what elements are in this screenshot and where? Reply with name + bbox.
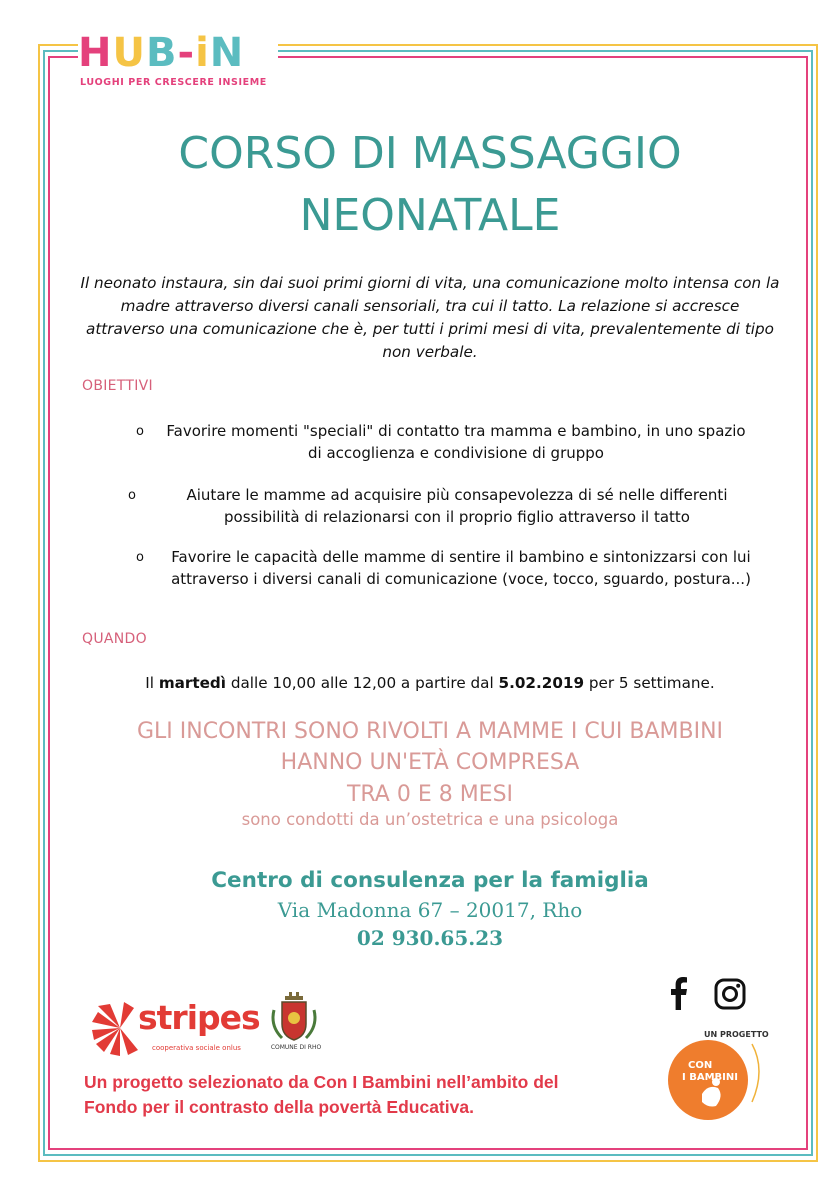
logo-tagline: LUOGHI PER CRESCERE INSIEME [80, 77, 267, 88]
schedule-pre: Il [145, 674, 159, 692]
stripes-tagline: cooperativa sociale onlus [152, 1044, 241, 1052]
logo-letter: N [209, 30, 245, 76]
objectives-heading: OBIETTIVI [82, 378, 153, 394]
cib-top-label: UN PROGETTO [704, 1030, 769, 1039]
bullet-marker: o [128, 488, 136, 503]
intro-paragraph: Il neonato instaura, sin dai suoi primi giorni di vita, una comunicazione molto intensa con la madre attraverso diversi canali sensoriali, tra cui il tatto. La relazione si accresce attraverso una comunicazione che è, per tutti i primi mesi di vita, prevalentemente di tipo non verbale. [80, 274, 780, 361]
centre-phone[interactable]: 02 930.65.23 [356, 926, 504, 950]
hub-in-logo [78, 30, 278, 92]
notice-line-1: GLI INCONTRI SONO RIVOLTI A MAMME I CUI BAMBINI [136, 719, 724, 744]
cib-name-line-2: I BAMBINI [682, 1072, 738, 1083]
bullet-marker: o [136, 550, 144, 565]
objective-item: Favorire momenti "speciali" di contatto tra mamma e bambino, in uno spazio di accoglienza e condivisione di gruppo [166, 422, 746, 462]
notice-subline: sono condotti da un’ostetrica e una psicologa [241, 810, 619, 829]
facebook-icon[interactable] [668, 976, 688, 1010]
logo-letter: U [112, 30, 146, 76]
notice-line-3: TRA 0 E 8 MESI [346, 782, 514, 807]
footer-line-1: Un progetto selezionato da Con I Bambini nell’ambito del [84, 1072, 559, 1092]
objective-item: Aiutare le mamme ad acquisire più consapevolezza di sé nelle differenti possibilità di relazionarsi con il proprio figlio attraverso il tatto [186, 486, 728, 526]
when-heading: QUANDO [82, 631, 147, 647]
centre-name: Centro di consulenza per la famiglia [211, 868, 649, 893]
comune-di-rho-logo [268, 990, 320, 1054]
schedule-text [60, 674, 800, 692]
centre-address: Via Madonna 67 – 20017, Rho [277, 898, 583, 922]
logo-letter: - [177, 30, 196, 76]
crest-icon [268, 990, 320, 1044]
stripes-logo [90, 996, 260, 1058]
footer-line-2: Fondo per il contrasto della povertà Educativa. [84, 1097, 474, 1117]
logo-letter: H [78, 30, 113, 76]
footer-text [84, 1070, 664, 1120]
bullet-marker: o [136, 424, 144, 439]
con-i-bambini-logo [660, 1030, 770, 1122]
comune-label: COMUNE DI RHO [270, 1044, 322, 1051]
schedule-date: 5.02.2019 [498, 674, 585, 692]
schedule-mid: dalle 10,00 alle 12,00 a partire dal [226, 674, 499, 692]
logo-letter: B [145, 30, 178, 76]
notice-line-2: HANNO UN'ETÀ COMPRESA [280, 750, 580, 775]
logo-letter: i [195, 30, 210, 76]
stripes-name: stripes [138, 998, 260, 1037]
cib-name-line-1: CON [688, 1060, 713, 1071]
page-title-line-1: CORSO DI MASSAGGIO [178, 128, 682, 179]
logo-wordmark [78, 30, 244, 76]
instagram-icon[interactable] [714, 978, 746, 1010]
objective-item: Favorire le capacità delle mamme di sentire il bambino e sintonizzarsi con lui attraverso i diversi canali di comunicazione (voce, tocco, sguardo, postura...) [171, 548, 751, 588]
page-title-line-2: NEONATALE [299, 190, 561, 241]
schedule-post: per 5 settimane. [584, 674, 715, 692]
schedule-day: martedì [158, 674, 227, 692]
